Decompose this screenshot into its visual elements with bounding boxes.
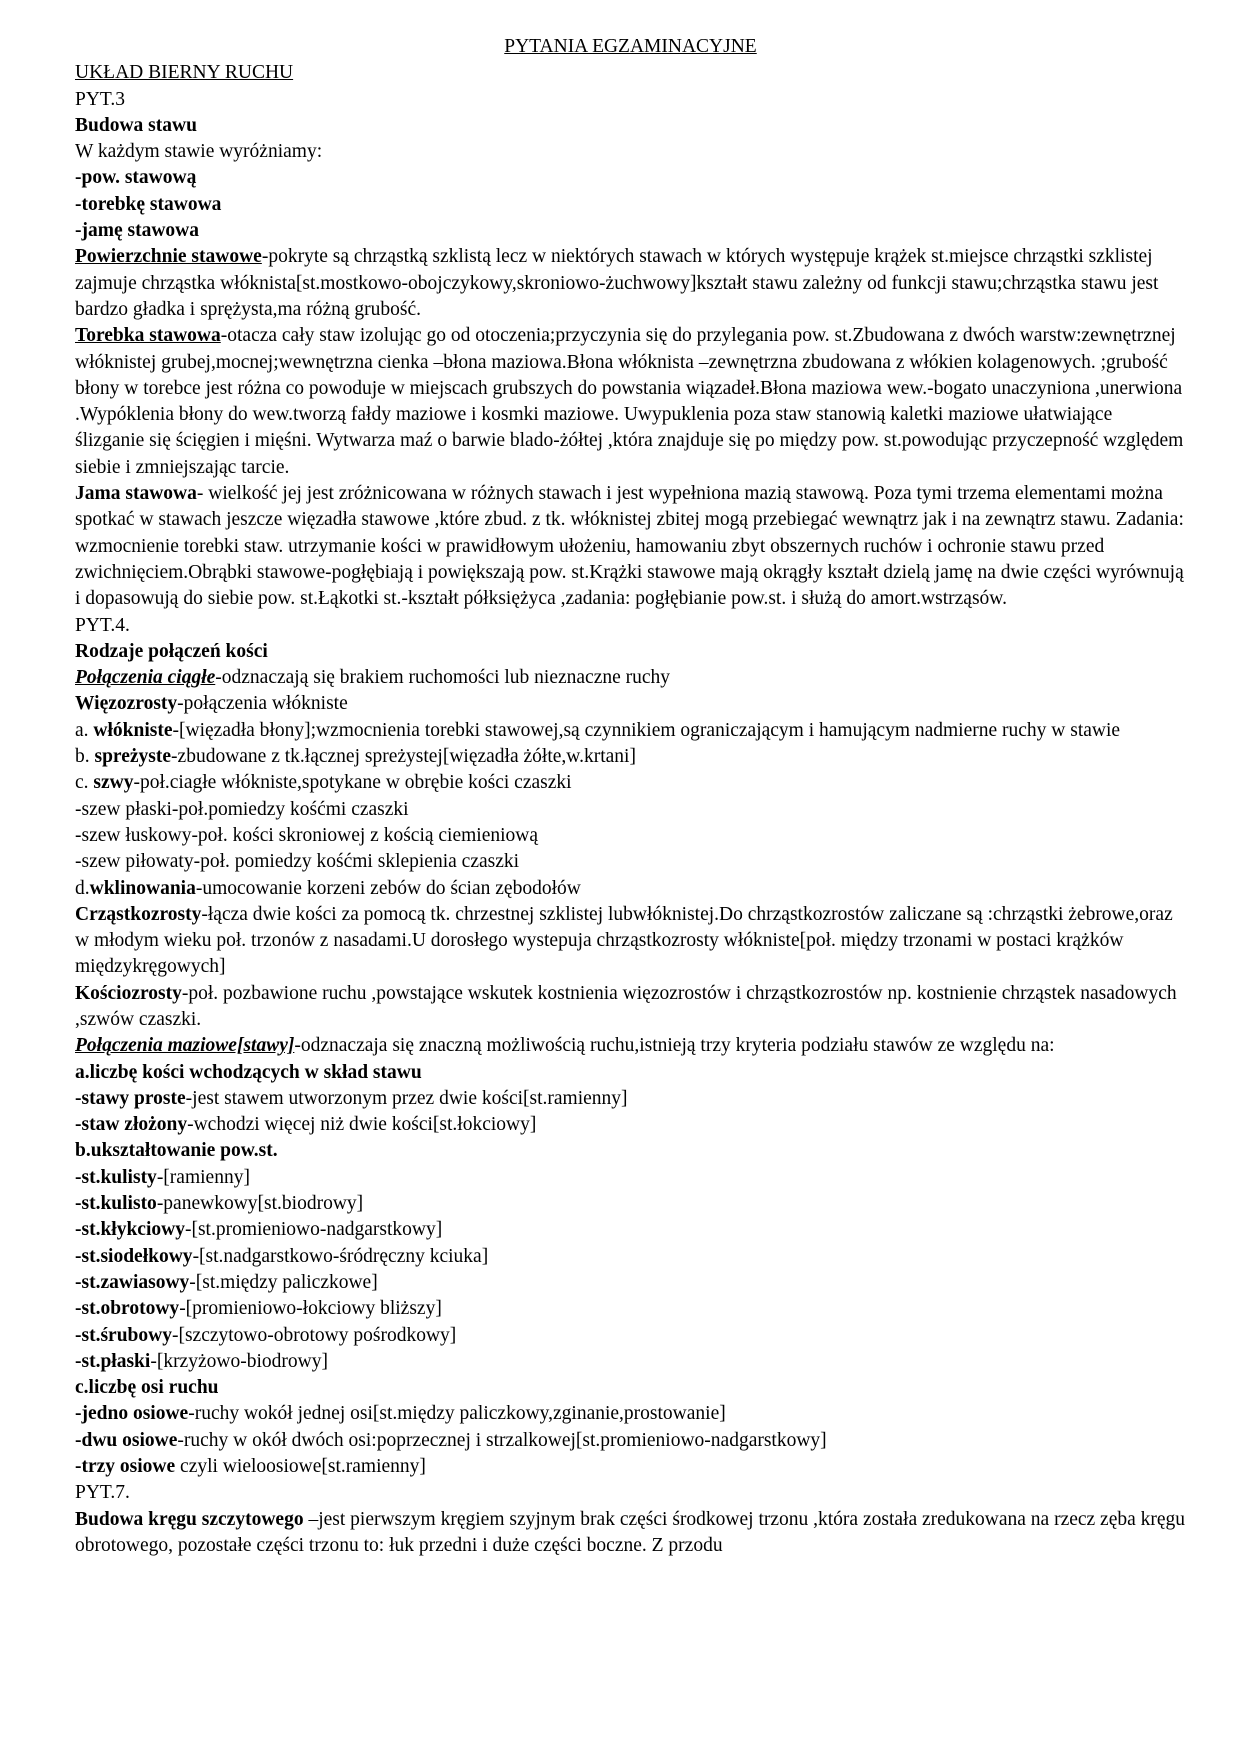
list-marker: b. [75,746,95,768]
definition: -[st.między paliczkowe] [189,1271,378,1293]
term: -st.siodełkowy [75,1245,193,1267]
term: Budowa kręgu szczytowego [75,1508,304,1530]
definition: -[promieniowo-łokciowy bliższy] [179,1298,442,1320]
term: Powierzchnie stawowe [75,246,262,268]
definition: -odznaczaja się znaczną możliwością ruchu,istnieją trzy kryteria podziału stawów ze względu na: [294,1035,1055,1057]
list-marker: d. [75,877,90,899]
term: -st.kłykciowy [75,1219,185,1241]
list-item [75,1323,1186,1349]
list-item [75,1191,1186,1217]
term: -staw złożony [75,1114,188,1136]
definition: -[st.promieniowo-nadgarstkowy] [184,1219,443,1241]
definition: -[więzadła błony];wzmocnienia torebki stawowej,są czynnikiem ograniczającym i hamującym nadmierne ruchy w stawie [172,719,1121,741]
definition: -połączenia włókniste [177,693,348,715]
definition: czyli wieloosiowe[st.ramienny] [175,1456,426,1478]
term: -st.płaski [75,1350,151,1372]
term: -st.śrubowy [75,1324,172,1346]
definition: -łącza dwie kości za pomocą tk. chrzestnej szklistej lubwłóknistej.Do chrząstkozrostów zaliczane są :chrząstki żebrowe,oraz w młodym wieku poł. trzonów z nasadami.U dorosłego wystepuja chrząstkozrosty włókniste[poł. między trzonami w postaci krążków międzykręgowych] [75,903,1173,978]
list-item [75,1428,1186,1454]
paragraph [75,481,1186,612]
paragraph [75,744,1186,770]
definition: -[ramienny] [156,1166,250,1188]
definition: -panewkowy[st.biodrowy] [156,1193,364,1215]
paragraph [75,691,1186,717]
list-item [75,1401,1186,1427]
paragraph: W każdym stawie wyróżniamy: [75,141,323,163]
definition: - wielkość jej jest zróżnicowana w różnych stawach i jest wypełniona mazią stawową. Poza tymi trzema elementami można spotkać w stawach jeszcze więzadła stawowe ,które zbud. z tk. włóknistej zbitej mogą przebiegać wewnątrz jak i na zewnątrz stawu. Zadania: wzmocnienie torebki staw. utrzymanie kości w prawidłowym ułożeniu, hamowaniu zbyt obszernych ruchów i ochronie stawu przed zwichnięciem.Obrąbki stawowe-pogłębiają i powiększają pow. st.Krążki stawowe mają okrągły kształt dzielą jamę na dwie części wyrównują i dopasowują do siebie pow. st.Łąkotki st.-kształt półksiężyca ,zadania: pogłębianie pow.st. i służą do amort.wstrząsów. [75,483,1184,610]
definition: -poł.ciagłe włókniste,spotykane w obrębie kości czaszki [133,772,572,794]
subheading: a.liczbę kości wchodzących w skład stawu [75,1061,422,1083]
paragraph [75,876,1186,902]
term: -jedno osiowe [75,1403,189,1425]
paragraph [75,902,1186,981]
definition: -wchodzi więcej niż dwie kości[st.łokciowy] [187,1114,537,1136]
definition: -[krzyżowo-biodrowy] [150,1350,328,1372]
definition: –jest pierwszym kręgiem szyjnym brak części środkowej trzonu ,która została zredukowana na rzecz zęba kręgu obrotowego, pozostałe części trzonu to: łuk przedni i duże części boczne. Z przodu [75,1508,1186,1556]
list-item [75,1112,1186,1138]
document-title: PYTANIA EGZAMINACYJNE [504,36,757,57]
paragraph [75,770,1186,796]
question-label: PYT.4. [75,614,130,636]
list-item [75,1296,1186,1322]
definition: -otacza cały staw izolując go od otoczenia;przyczynia się do przylegania pow. st.Zbudowana z dwóch warstw:zewnętrznej włóknistej grubej,mocnej;wewnętrzna cienka –błona maziowa.Błona włóknista –zewnętrzna zbudowana z włókien kolagenowych. ;grubość błony w torebce jest różna co powoduje w miejscach grubszych do powstania wiązadeł.Błona maziowa wew.-bogato unaczyniona ,unerwiona .Wypóklenia błony do wew.tworzą fałdy maziowe i kosmki maziowe. Uwypuklenia poza staw stanowią kaletki maziowe ułatwiające ślizganie się ścięgien i mięśni. Wytwarza maź o barwie blado-żółtej ,która znajduje się po między pow. st.powodując przyczepność względem siebie i zmniejszając tarcie. [75,325,1184,478]
list-item: -szew piłowaty-poł. pomiedzy kośćmi sklepienia czaszki [75,851,520,873]
term: spreżyste [94,746,172,768]
term: Połączenia ciągłe [75,667,216,689]
definition: -jest stawem utworzonym przez dwie kości[st.ramienny] [185,1087,628,1109]
definition: -ruchy w okół dwóch osi:poprzecznej i strzalkowej[st.promieniowo-nadgarstkowy] [177,1429,827,1451]
list-item [75,1086,1186,1112]
definition: -ruchy wokół jednej osi[st.między paliczkowy,zginanie,prostowanie] [188,1403,726,1425]
paragraph [75,1033,1186,1059]
definition: -[st.nadgarstkowo-śródręczny kciuka] [192,1245,489,1267]
section-title: UKŁAD BIERNY RUCHU [75,62,294,84]
term: -trzy osiowe [75,1456,176,1478]
paragraph [75,323,1186,481]
term: wklinowania [89,877,196,899]
question-label: PYT.3 [75,88,126,110]
definition: -odznaczają się brakiem ruchomości lub nieznaczne ruchy [215,667,671,689]
list-marker: a. [75,719,94,741]
term: -st.zawiasowy [75,1271,190,1293]
list-item [75,1217,1186,1243]
term: Kościozrosty [75,982,182,1004]
list-item [75,1244,1186,1270]
question-heading: Budowa stawu [75,114,197,136]
definition: -pokryte są chrząstką szklistą lecz w niektórych stawach w których występuje krążek st.miejsce chrząstki szklistej zajmuje chrząstka włóknista[st.mostkowo-obojczykowy,skroniowo-żuchwowy]kształt stawu zależny od funkcji stawu;chrząstka stawu jest bardzo gładka i sprężysta,ma różną grubość. [75,246,1159,320]
term: -stawy proste [75,1087,186,1109]
list-item: -szew łuskowy-poł. kości skroniowej z kością ciemieniową [75,824,539,846]
term: włókniste [93,719,173,741]
term: Połączenia maziowe[stawy] [75,1035,295,1057]
definition: -umocowanie korzeni zebów do ścian zębodołów [195,877,581,899]
term: szwy [93,772,134,794]
question-label: PYT.7. [75,1482,130,1504]
term: -st.obrotowy [75,1298,180,1320]
question-heading: Rodzaje połączeń kości [75,640,268,662]
list-item: -szew płaski-poł.pomiedzy kośćmi czaszki [75,798,409,820]
definition: -[szczytowo-obrotowy pośrodkowy] [171,1324,457,1346]
term: Jama stawowa [75,483,197,505]
term: -st.kulisty [75,1166,157,1188]
term: -dwu osiowe [75,1429,178,1451]
paragraph [75,1507,1186,1560]
subheading: b.ukształtowanie pow.st. [75,1140,278,1162]
list-item [75,1165,1186,1191]
subheading: c.liczbę osi ruchu [75,1377,219,1399]
paragraph [75,718,1186,744]
paragraph [75,665,1186,691]
term: -st.kulisto [75,1193,157,1215]
definition: -zbudowane z tk.łącznej spreżystej[więzadła żółte,w.krtani] [171,746,636,768]
term: Więzozrosty [75,693,178,715]
list-marker: c. [75,772,94,794]
list-item [75,1454,1186,1480]
list-item [75,1270,1186,1296]
list-item: -torebkę stawowa [75,193,222,215]
paragraph [75,244,1186,323]
paragraph [75,981,1186,1034]
definition: -poł. pozbawione ruchu ,powstające wskutek kostnienia więzozrostów i chrząstkozrostów np. kostnienie chrząstek nasadowych ,szwów czaszki. [75,982,1177,1030]
term: Torebka stawowa [75,325,221,347]
term: Crząstkozrosty [75,903,202,925]
list-item: -jamę stawowa [75,220,200,242]
list-item: -pow. stawową [75,167,197,189]
list-item [75,1349,1186,1375]
